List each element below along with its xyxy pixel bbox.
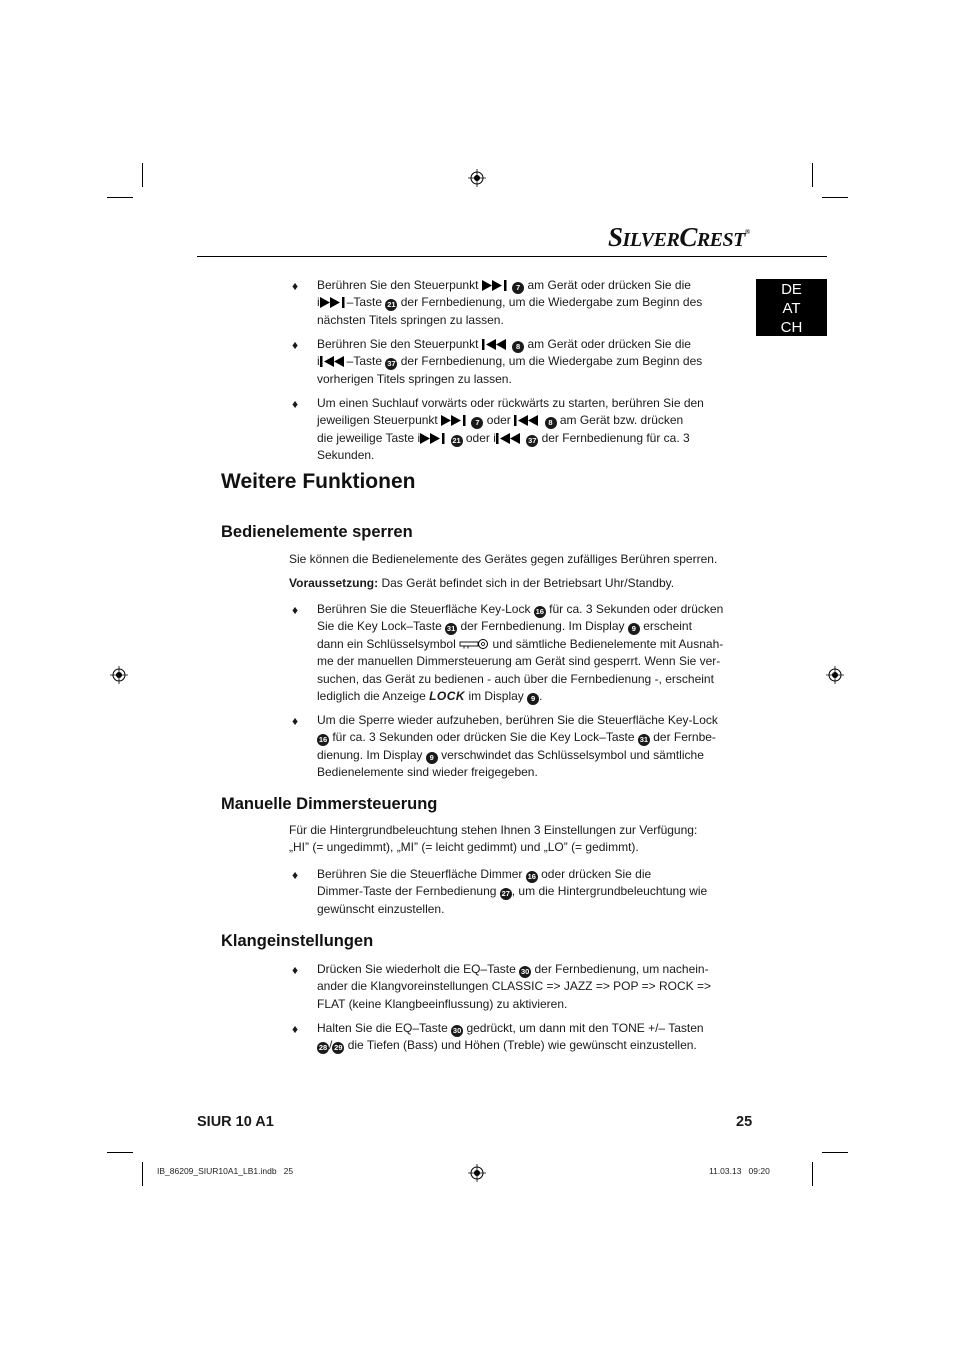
text-segment: der Fernbedienung, um die Wiedergabe zum Beginn des bbox=[400, 354, 703, 369]
subsection-heading: Klangeinstellungen bbox=[221, 932, 374, 950]
bullet-icon: ♦ bbox=[292, 338, 299, 352]
text-segment: für ca. 3 Sekunden oder drücken bbox=[549, 602, 724, 616]
list-item bbox=[317, 961, 732, 1013]
text-segment: jeweiligen Steuerpunkt bbox=[317, 413, 438, 428]
brand-logo bbox=[608, 222, 750, 253]
date-slug: 11.03.13 09:20 bbox=[709, 1166, 770, 1176]
text-segment: am Gerät bzw. drücken bbox=[559, 413, 684, 428]
reference-number-badge: 29 bbox=[334, 1043, 343, 1053]
skip-back-icon bbox=[320, 356, 347, 367]
text-segment: Berühren Sie die Steuerfläche Dimmer bbox=[317, 867, 523, 881]
text-segment: suchen, das Gerät zu bedienen - auch über die Fernbedienung -, erscheint bbox=[317, 671, 714, 686]
section-title: Weitere Funktionen bbox=[221, 470, 416, 493]
requirement-paragraph bbox=[289, 575, 739, 592]
text-segment: der Fernbedienung, um nachein- bbox=[534, 962, 709, 976]
text-segment: der Fernbedienung, um die Wiedergabe zum Beginn des bbox=[400, 295, 703, 310]
text-segment: Bedienelemente sind wieder freigegeben. bbox=[317, 765, 538, 780]
text-segment: C bbox=[679, 222, 697, 252]
list-item bbox=[317, 336, 732, 388]
crop-mark bbox=[142, 1162, 143, 1186]
reference-number-badge: 9 bbox=[628, 623, 640, 635]
bullet-icon: ♦ bbox=[292, 279, 299, 293]
text-segment: Halten Sie die EQ–Taste bbox=[317, 1021, 448, 1035]
reference-number-badge: 9 bbox=[527, 693, 539, 705]
text-segment: am Gerät oder drücken Sie die bbox=[527, 337, 691, 351]
text-segment: erscheint bbox=[643, 619, 692, 634]
text-segment: me der manuellen Dimmersteuerung am Gerät sind gesperrt. Wenn Sie ver- bbox=[317, 654, 721, 669]
text-segment: „HI” (= ungedimmt), „MI” (= leicht gedimmt) und „LO” (= gedimmt). bbox=[289, 840, 639, 855]
bullet-icon: ♦ bbox=[292, 868, 299, 882]
list-item bbox=[317, 866, 732, 918]
reference-number-badge: 30 bbox=[520, 967, 530, 976]
reference-number-badge: 21 bbox=[452, 435, 461, 445]
text-segment: oder i bbox=[465, 430, 496, 445]
text-segment: Sie die Key Lock–Taste bbox=[317, 619, 442, 634]
text-segment: am Gerät oder drücken Sie die bbox=[527, 278, 691, 292]
subsection-heading: Bedienelemente sperren bbox=[221, 523, 413, 541]
text-segment: Sekunden. bbox=[317, 448, 375, 463]
key-icon bbox=[459, 638, 489, 650]
crop-mark bbox=[107, 1152, 133, 1153]
reference-number-badge: 8 bbox=[545, 417, 557, 429]
crop-mark bbox=[812, 163, 813, 187]
header-rule bbox=[197, 256, 827, 257]
text-segment: Um die Sperre wieder aufzuheben, berühren Sie die Steuerfläche Key-Lock bbox=[317, 713, 718, 727]
crop-mark bbox=[812, 1162, 813, 1186]
text-segment: ® bbox=[744, 228, 750, 236]
bullet-icon: ♦ bbox=[292, 397, 299, 411]
text-segment: oder drücken Sie die bbox=[541, 867, 652, 881]
bullet-icon: ♦ bbox=[292, 963, 299, 977]
reference-number-badge: 9 bbox=[426, 752, 438, 764]
text-segment: / bbox=[329, 1038, 333, 1053]
text-segment: –Taste bbox=[346, 295, 383, 310]
reference-number-badge: 28 bbox=[318, 1043, 328, 1053]
paragraph bbox=[289, 822, 739, 857]
reference-number-badge: 16 bbox=[535, 607, 544, 616]
list-item bbox=[317, 712, 732, 782]
text-segment: , um die Hintergrundbeleuchtung wie bbox=[511, 884, 708, 899]
skip-back-icon bbox=[496, 433, 523, 444]
skip-forward-icon bbox=[420, 433, 447, 444]
crop-mark bbox=[822, 1152, 848, 1153]
text-segment: gedrückt, um dann mit den TONE +/– Tasten bbox=[466, 1021, 704, 1035]
text-segment: Dimmer-Taste der Fernbedienung bbox=[317, 884, 497, 899]
text-segment: dienung. Im Display bbox=[317, 747, 423, 762]
reference-number-badge: 7 bbox=[512, 282, 524, 294]
paragraph: Sie können die Bedienelemente des Gerätes gegen zufälliges Berühren sperren. bbox=[289, 552, 718, 566]
text-segment: der Fernbe- bbox=[653, 730, 716, 745]
text-segment: und sämtliche Bedienelemente mit Ausnah- bbox=[492, 636, 724, 651]
text-segment: gewünscht einzustellen. bbox=[317, 901, 445, 916]
bullet-icon: ♦ bbox=[292, 603, 299, 617]
text-segment: Das Gerät befindet sich in der Betriebsart Uhr/Standby. bbox=[381, 576, 675, 590]
bullet-icon: ♦ bbox=[292, 714, 299, 728]
list-item bbox=[317, 601, 732, 705]
registration-mark-icon bbox=[110, 666, 128, 684]
text-segment: oder bbox=[486, 413, 511, 428]
skip-back-icon bbox=[514, 415, 541, 426]
crop-mark bbox=[822, 197, 848, 198]
lock-display-text: LOCK bbox=[429, 689, 466, 704]
text-segment: ander die Klangvoreinstellungen CLASSIC => JAZZ => POP => ROCK => bbox=[317, 979, 712, 994]
text-segment: der Fernbedienung. Im Display bbox=[460, 619, 625, 634]
text-segment: die Tiefen (Bass) und Höhen (Treble) wie gewünscht einzustellen. bbox=[347, 1038, 697, 1053]
registration-mark-icon bbox=[826, 666, 844, 684]
text-segment: Für die Hintergrundbeleuchtung stehen Ihnen 3 Einstellungen zur Verfügung: bbox=[289, 823, 698, 837]
subsection-heading: Manuelle Dimmersteuerung bbox=[221, 795, 438, 813]
text-segment: FLAT (keine Klangbeeinflussung) zu aktivieren. bbox=[317, 996, 568, 1011]
text-segment: i bbox=[317, 354, 320, 369]
text-segment: für ca. 3 Sekunden oder drücken Sie die Key Lock–Taste bbox=[332, 730, 635, 745]
reference-number-badge: 21 bbox=[387, 300, 396, 310]
reference-number-badge: 31 bbox=[446, 624, 456, 634]
list-item bbox=[317, 395, 732, 465]
text-segment: nächsten Titels springen zu lassen. bbox=[317, 312, 504, 327]
skip-back-icon bbox=[482, 339, 509, 350]
text-segment: i bbox=[317, 295, 320, 310]
registration-mark-icon bbox=[468, 169, 486, 187]
text-segment: –Taste bbox=[346, 354, 383, 369]
text-segment: verschwindet das Schlüsselsymbol und sämtliche bbox=[441, 747, 704, 762]
text-segment: die jeweilige Taste i bbox=[317, 430, 421, 445]
reference-number-badge: 37 bbox=[528, 435, 537, 445]
text-segment: im Display bbox=[468, 689, 524, 704]
text-segment: vorherigen Titels springen zu lassen. bbox=[317, 371, 512, 386]
text-segment: Voraussetzung: bbox=[289, 576, 379, 590]
crop-mark bbox=[142, 163, 143, 187]
reference-number-badge: 31 bbox=[639, 735, 649, 745]
reference-number-badge: 8 bbox=[512, 341, 524, 353]
text-segment: dann ein Schlüsselsymbol bbox=[317, 636, 456, 651]
crop-mark bbox=[107, 197, 133, 198]
text-segment: . bbox=[539, 689, 543, 704]
text-segment: lediglich die Anzeige bbox=[317, 689, 426, 704]
list-item bbox=[317, 277, 732, 329]
reference-number-badge: 30 bbox=[452, 1026, 462, 1035]
skip-forward-icon bbox=[441, 415, 468, 426]
text-segment: Berühren Sie die Steuerfläche Key-Lock bbox=[317, 602, 531, 616]
skip-forward-icon bbox=[320, 297, 347, 308]
text-segment: REST bbox=[696, 229, 745, 251]
file-slug: IB_86209_SIUR10A1_LB1.indb 25 bbox=[157, 1166, 294, 1176]
text-segment: Berühren Sie den Steuerpunkt bbox=[317, 337, 479, 351]
reference-number-badge: 16 bbox=[527, 872, 536, 881]
text-segment: Um einen Suchlauf vorwärts oder rückwärts zu starten, berühren Sie den bbox=[317, 396, 704, 410]
model-number: SIUR 10 A1 bbox=[197, 1114, 274, 1130]
text-segment: Drücken Sie wiederholt die EQ–Taste bbox=[317, 962, 516, 976]
page-number: 25 bbox=[736, 1114, 753, 1130]
text-segment: ILVER bbox=[622, 229, 680, 251]
reference-number-badge: 27 bbox=[501, 889, 510, 899]
language-tab: DE AT CH bbox=[756, 279, 827, 336]
text-segment: S bbox=[608, 222, 623, 252]
text-segment: Berühren Sie den Steuerpunkt bbox=[317, 278, 479, 292]
reference-number-badge: 37 bbox=[387, 359, 396, 369]
list-item bbox=[317, 1020, 732, 1055]
registration-mark-icon bbox=[468, 1164, 486, 1182]
skip-forward-icon bbox=[482, 280, 509, 291]
reference-number-badge: 16 bbox=[318, 735, 328, 745]
reference-number-badge: 7 bbox=[471, 417, 483, 429]
text-segment: der Fernbedienung für ca. 3 bbox=[541, 430, 690, 445]
bullet-icon: ♦ bbox=[292, 1022, 299, 1036]
